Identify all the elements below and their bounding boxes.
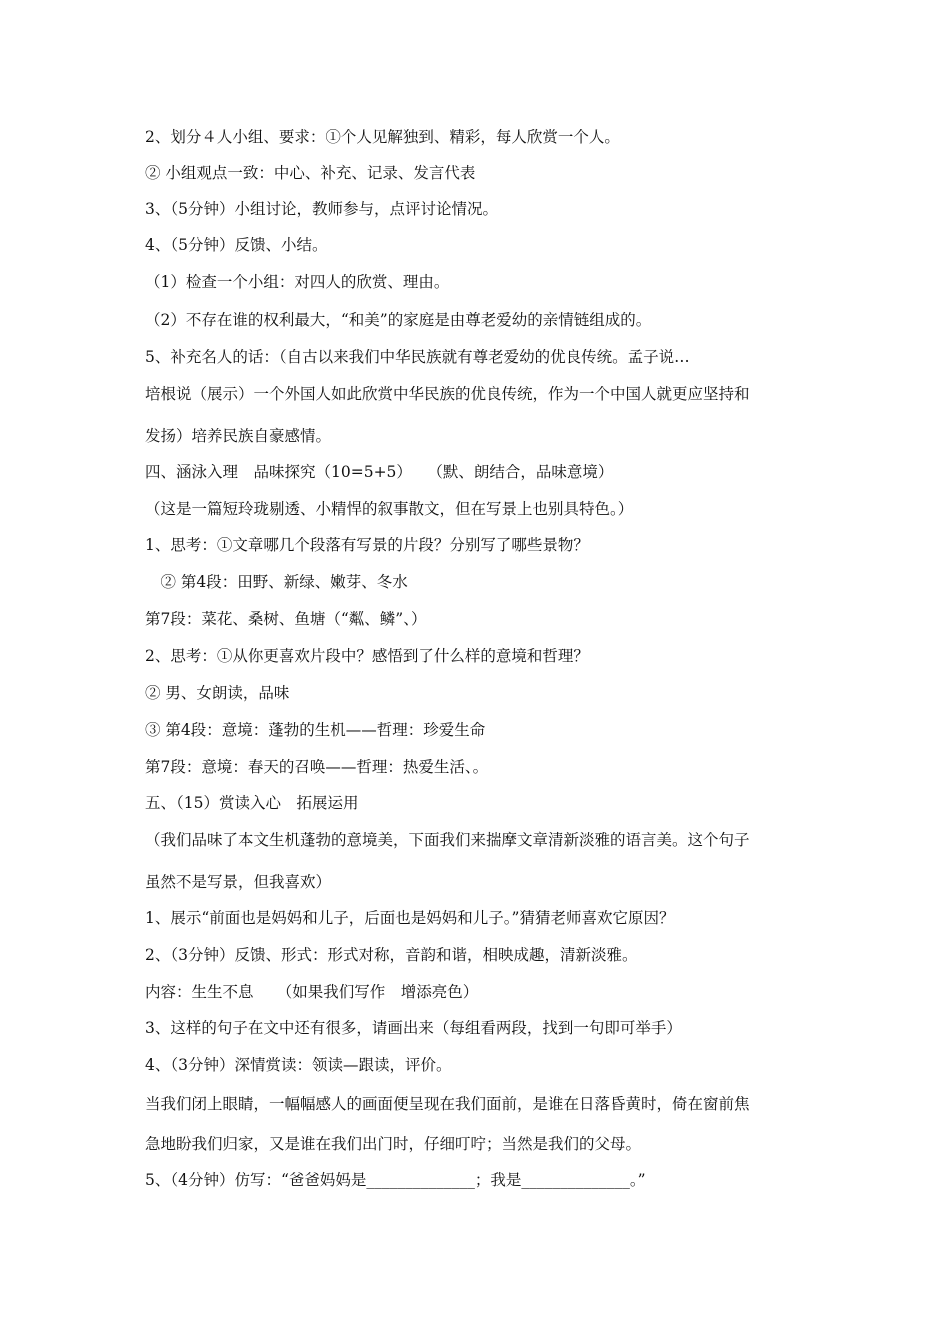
text-line: 2、划分４人小组、要求：①个人见解独到、精彩，每人欣赏一个人。 [145, 128, 620, 146]
text-line: 3、（5分钟）小组讨论，教师参与，点评讨论情况。 [145, 200, 498, 218]
text-line: ② 第4段：田野、新绿、嫩芽、冬水 [145, 573, 408, 591]
text-line: （1）检查一个小组：对四人的欣赏、理由。 [145, 273, 450, 291]
section-heading: 五、（15）赏读入心 拓展运用 [145, 794, 359, 812]
text-line: 4、（3分钟）深情赏读：领读—跟读，评价。 [145, 1056, 452, 1074]
text-line: 虽然不是写景，但我喜欢） [145, 873, 332, 891]
text-line: 5、补充名人的话：（自古以来我们中华民族就有尊老爱幼的优良传统。孟子说… [145, 348, 690, 366]
text-line: 1、展示“前面也是妈妈和儿子，后面也是妈妈和儿子。”猜猜老师喜欢它原因？ [145, 909, 675, 927]
text-line: 培根说（展示）一个外国人如此欣赏中华民族的优良传统，作为一个中国人就更应坚持和 [145, 385, 750, 403]
text-line: ③ 第4段：意境：蓬勃的生机——哲理：珍爱生命 [145, 721, 486, 739]
text-line: 当我们闭上眼睛，一幅幅感人的画面便呈现在我们面前，是谁在日落昏黄时，倚在窗前焦 [145, 1095, 750, 1113]
text-line: 急地盼我们归家，又是谁在我们出门时，仔细叮咛；当然是我们的父母。 [145, 1135, 642, 1153]
text-line: 5、（4分钟）仿写：“爸爸妈妈是______________；我是______________。” [145, 1171, 646, 1189]
text-line: 第7段：菜花、桑树、鱼塘（“粼、鳞”、） [145, 610, 427, 628]
text-line: 3、这样的句子在文中还有很多，请画出来（每组看两段，找到一句即可举手） [145, 1019, 682, 1037]
text-line: 1、思考：①文章哪几个段落有写景的片段？分别写了哪些景物？ [145, 536, 589, 554]
text-line: 4、（5分钟）反馈、小结。 [145, 236, 328, 254]
text-line: （这是一篇短玲珑剔透、小精悍的叙事散文，但在写景上也别具特色。） [145, 500, 634, 518]
section-heading: 四、涵泳入理 品味探究（10=5+5） （默、朗结合，品味意境） [145, 463, 614, 481]
text-line: （2）不存在谁的权利最大，“和美”的家庭是由尊老爱幼的亲情链组成的。 [145, 311, 652, 329]
text-line: 发扬）培养民族自豪感情。 [145, 427, 332, 445]
text-line: 第7段：意境：春天的召唤——哲理：热爱生活、。 [145, 758, 489, 776]
text-line: ② 小组观点一致：中心、补充、记录、发言代表 [145, 164, 476, 182]
text-line: 2、（3分钟）反馈、形式：形式对称，音韵和谐，相映成趣，清新淡雅。 [145, 946, 638, 964]
text-line: （我们品味了本文生机蓬勃的意境美，下面我们来揣摩文章清新淡雅的语言美。这个句子 [145, 831, 750, 849]
text-line: 2、思考：①从你更喜欢片段中？感悟到了什么样的意境和哲理？ [145, 647, 589, 665]
text-line: ② 男、女朗读，品味 [145, 684, 290, 702]
text-line: 内容：生生不息 （如果我们写作 增添亮色） [145, 983, 479, 1001]
